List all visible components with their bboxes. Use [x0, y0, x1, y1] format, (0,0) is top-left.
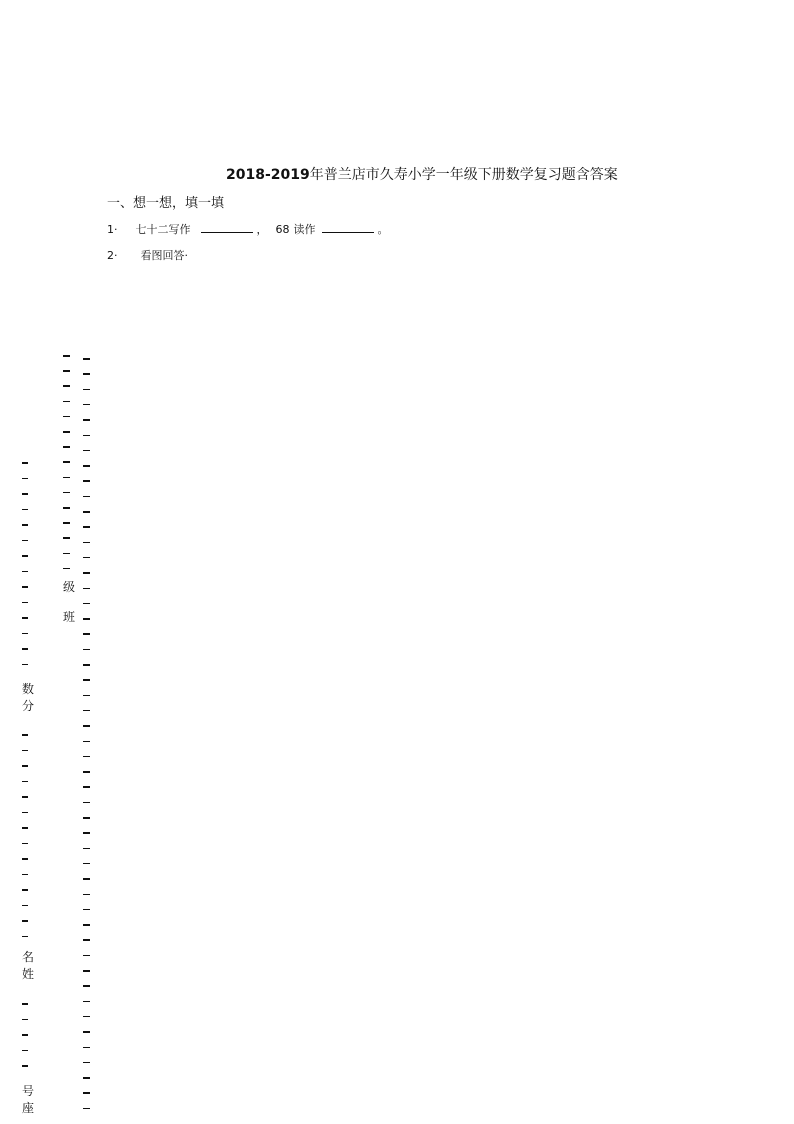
dash-segment — [63, 446, 70, 448]
dash-segment — [22, 920, 28, 922]
dash-segment — [83, 526, 90, 528]
question-text: 看图回答· — [140, 249, 188, 262]
dash-segment — [83, 894, 90, 896]
dash-segment — [83, 404, 90, 406]
dash-segment — [83, 955, 90, 957]
dash-segment — [83, 1031, 90, 1033]
dash-segment — [22, 555, 28, 557]
dash-segment — [22, 648, 28, 650]
answer-blank[interactable] — [322, 221, 374, 233]
label-fenshu — [21, 681, 35, 715]
dash-segment — [63, 553, 70, 555]
dash-segment — [22, 524, 28, 526]
dash-segment — [83, 985, 90, 987]
dash-segment — [83, 1077, 90, 1079]
dash-segment — [63, 385, 70, 387]
dash-segment — [83, 924, 90, 926]
dash-segment — [83, 450, 90, 452]
dash-segment — [83, 679, 90, 681]
dash-segment — [63, 370, 70, 372]
dash-segment — [83, 633, 90, 635]
margin-char: 名 — [21, 950, 34, 964]
dash-segment — [83, 496, 90, 498]
dash-segment — [22, 827, 28, 829]
dash-segment — [22, 936, 28, 938]
section-heading: 一、想一想，填一填 — [107, 196, 225, 211]
question-number: 1· — [107, 223, 118, 236]
dash-segment — [83, 603, 90, 605]
dash-segment — [83, 511, 90, 513]
dash-segment — [83, 572, 90, 574]
dash-segment — [63, 355, 70, 357]
dash-segment — [83, 1062, 90, 1064]
dash-segment — [83, 542, 90, 544]
dash-segment — [63, 492, 70, 494]
margin-char: 数 — [21, 682, 34, 696]
question-1 — [107, 221, 389, 237]
dash-segment — [83, 802, 90, 804]
margin-char: 级 — [62, 580, 75, 594]
dash-segment — [83, 618, 90, 620]
dash-segment — [83, 741, 90, 743]
dash-segment — [63, 568, 70, 570]
dash-segment — [22, 1034, 28, 1036]
separator: ， — [256, 223, 268, 236]
dash-segment — [83, 588, 90, 590]
dash-segment — [22, 664, 28, 666]
dash-segment — [83, 480, 90, 482]
dash-segment — [22, 843, 28, 845]
dash-segment — [22, 1050, 28, 1052]
dash-segment — [83, 557, 90, 559]
margin-char: 分 — [21, 699, 34, 713]
dash-segment — [63, 431, 70, 433]
question-text: 读作 — [293, 223, 316, 236]
dash-segment — [83, 710, 90, 712]
dash-segment — [83, 1092, 90, 1094]
dash-segment — [63, 522, 70, 524]
dash-segment — [83, 909, 90, 911]
dash-segment — [83, 848, 90, 850]
dash-segment — [22, 750, 28, 752]
dash-segment — [22, 905, 28, 907]
dash-segment — [83, 1016, 90, 1018]
label-banji — [62, 572, 76, 632]
dash-segment — [22, 765, 28, 767]
question-number: 2· — [107, 249, 118, 262]
period: 。 — [377, 223, 389, 236]
dash-segment — [83, 970, 90, 972]
dash-segment — [22, 509, 28, 511]
document-title — [226, 164, 618, 184]
question-number-value: 68 — [275, 223, 290, 236]
question-text: 七十二写作 — [135, 223, 191, 236]
title-year: 2018-2019 — [226, 167, 310, 183]
dash-segment — [83, 1001, 90, 1003]
dash-segment — [22, 889, 28, 891]
question-2 — [107, 247, 188, 263]
dash-segment — [22, 571, 28, 573]
label-xingming — [21, 949, 35, 983]
dash-segment — [83, 695, 90, 697]
dash-segment — [22, 874, 28, 876]
dash-segment — [22, 1003, 28, 1005]
dash-segment — [83, 786, 90, 788]
dash-segment — [22, 493, 28, 495]
dash-segment — [22, 796, 28, 798]
dash-segment — [22, 734, 28, 736]
dash-segment — [22, 602, 28, 604]
dash-segment — [22, 1065, 28, 1067]
dash-segment — [83, 863, 90, 865]
margin-char: 班 — [62, 610, 75, 624]
dash-segment — [83, 725, 90, 727]
dash-segment — [83, 1047, 90, 1049]
dash-segment — [22, 633, 28, 635]
dash-segment — [83, 358, 90, 360]
dash-segment — [22, 586, 28, 588]
dash-segment — [22, 858, 28, 860]
dash-segment — [83, 878, 90, 880]
dash-segment — [83, 435, 90, 437]
dash-segment — [83, 771, 90, 773]
dash-segment — [83, 419, 90, 421]
dash-segment — [83, 939, 90, 941]
dash-segment — [83, 389, 90, 391]
dash-segment — [22, 1019, 28, 1021]
margin-char: 姓 — [21, 967, 34, 981]
dash-segment — [83, 756, 90, 758]
dash-segment — [22, 781, 28, 783]
dash-segment — [63, 401, 70, 403]
margin-char: 号 — [21, 1084, 34, 1098]
dash-segment — [63, 507, 70, 509]
dash-segment — [22, 812, 28, 814]
answer-blank[interactable] — [201, 221, 253, 233]
dash-segment — [83, 817, 90, 819]
dash-segment — [22, 617, 28, 619]
dash-segment — [83, 1108, 90, 1110]
dash-segment — [83, 465, 90, 467]
dash-segment — [63, 461, 70, 463]
dash-segment — [63, 416, 70, 418]
label-zuohao — [21, 1083, 35, 1117]
dash-segment — [83, 664, 90, 666]
dash-segment — [22, 462, 28, 464]
dash-segment — [22, 540, 28, 542]
dash-segment — [63, 537, 70, 539]
margin-char: 座 — [21, 1101, 34, 1115]
title-text: 年普兰店市久寿小学一年级下册数学复习题含答案 — [309, 167, 618, 183]
dash-segment — [22, 478, 28, 480]
dash-segment — [83, 649, 90, 651]
dash-segment — [83, 373, 90, 375]
dash-segment — [63, 477, 70, 479]
dash-segment — [83, 832, 90, 834]
